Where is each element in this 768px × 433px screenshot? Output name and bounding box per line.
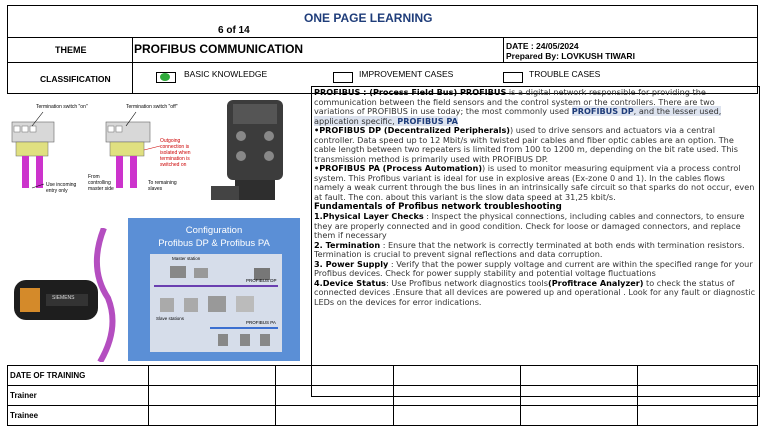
intro-paragraph: PROFIBUS : (Process Field Bus) PROFIBUS is a digital network responsible for providing the communication between the field sensors and the control system or the controllers. There are two variations of PROFIBUS in use today; the most commonly used PROFIBUS DP, and the lesser used, application specific, PROFIBUS PA (314, 87, 722, 126)
termination-off-diagram (86, 96, 200, 196)
trouble-cases-checkbox[interactable] (503, 72, 523, 83)
basic-knowledge-checkbox[interactable] (156, 72, 176, 83)
config-label-master: Master station (172, 256, 201, 261)
step-power-supply: 3. Power Supply : Verify that the power supply voltage and current are within the specified range for your Profibus devices. Check for power supply stability and potential voltage fluctuations (314, 258, 753, 279)
profibus-pa-paragraph: •PROFIBUS PA (Process Automation)) is used to monitor measuring equipment via a process control system. This Profibus variant is ideal for use in explosive areas (Ex-zone 0 and 1). In the cables flows namely a weak current through the bus lines in an intrinsically safe circuit so that sparks do not occur, even at fault. The con. about this variant is the slow data speed at 31,25 kbit/s. (314, 163, 755, 203)
diagram1-top-label: Termination switch "on" (36, 104, 88, 110)
diagram2-red-note: Outgoing connection is isolated when termination is switched on (160, 138, 191, 168)
page-number: 6 of 14 (218, 25, 250, 36)
config-title-1: Configuration (185, 225, 243, 236)
stripper-brand: SIEMENS (52, 295, 75, 301)
troubleshooting-heading: Fundamentals of Profibus network troubleshooting (314, 201, 562, 212)
termination-on-diagram (8, 96, 96, 196)
step-termination: 2. Termination : Ensure that the network is correctly terminated at both ends with termination resistors. Termination is crucial to prevent signal reflections and data corruption. (314, 239, 745, 260)
date-text: DATE : 24/05/2024 Prepared By: LOVKUSH TIWARI (506, 41, 635, 61)
profibus-connector-photo (205, 90, 305, 208)
config-label-pa: PROFIBUS PA (246, 320, 276, 325)
diagram2-bottom-label: To remaining slaves (148, 180, 177, 192)
page-title: ONE PAGE LEARNING (304, 11, 433, 25)
training-date-label: DATE OF TRAINING (10, 371, 86, 380)
config-title-2: Profibus DP & Profibus PA (158, 238, 270, 249)
diagram2-top-label: Termination switch "off" (126, 104, 178, 110)
theme-label: THEME (55, 45, 87, 55)
diagram1-bottom-label: Use incoming entry only (46, 182, 77, 194)
content-text-box (311, 86, 760, 397)
trainer-label: Trainer (10, 391, 37, 400)
improvement-cases-checkbox[interactable] (333, 72, 353, 83)
trainee-label: Trainee (10, 411, 39, 420)
diagram2-left-label: From controlling master side (88, 174, 114, 192)
basic-knowledge-label: BASIC KNOWLEDGE (184, 69, 268, 79)
config-label-dp: PROFIBUS DP (246, 278, 277, 283)
theme-value: PROFIBUS COMMUNICATION (134, 42, 304, 56)
improvement-cases-label: IMPROVEMENT CASES (359, 69, 454, 79)
config-inner-panel (150, 254, 282, 352)
configuration-diagram (128, 218, 300, 361)
step-physical-layer: 1.Physical Layer Checks : Inspect the physical connections, including cables and connectors, to ensure they are properly connected and in good condition. Check for loose or damaged connectors, and replace them if necessary (314, 211, 745, 241)
trouble-cases-label: TROUBLE CASES (529, 69, 601, 79)
training-table (7, 365, 758, 426)
config-label-slaves: Slave stations (156, 316, 185, 321)
step-device-status: 4.Device Status: Use Profibus network diagnostics tools(Profitrace Analyzer) to check the status of connected devices .Ensure that all devices are powered up and operational . Look for any fault or diagnostic LEDs on the devices for error indications. (314, 277, 756, 308)
classification-label: CLASSIFICATION (40, 74, 111, 84)
cable-stripper-photo (8, 228, 124, 362)
profibus-dp-paragraph: •PROFIBUS DP (Decentralized Peripherals)) used to drive sensors and actuators via a central controller. Data speed up to 12 Mbit/s with twisted pair cables and fiber optic cables are an option. The cable length between two repeaters is limited from 100 to 1200 m, depending on the bit rate used. This transmission method is primarily used with PROFIBUS DP. (314, 125, 738, 164)
